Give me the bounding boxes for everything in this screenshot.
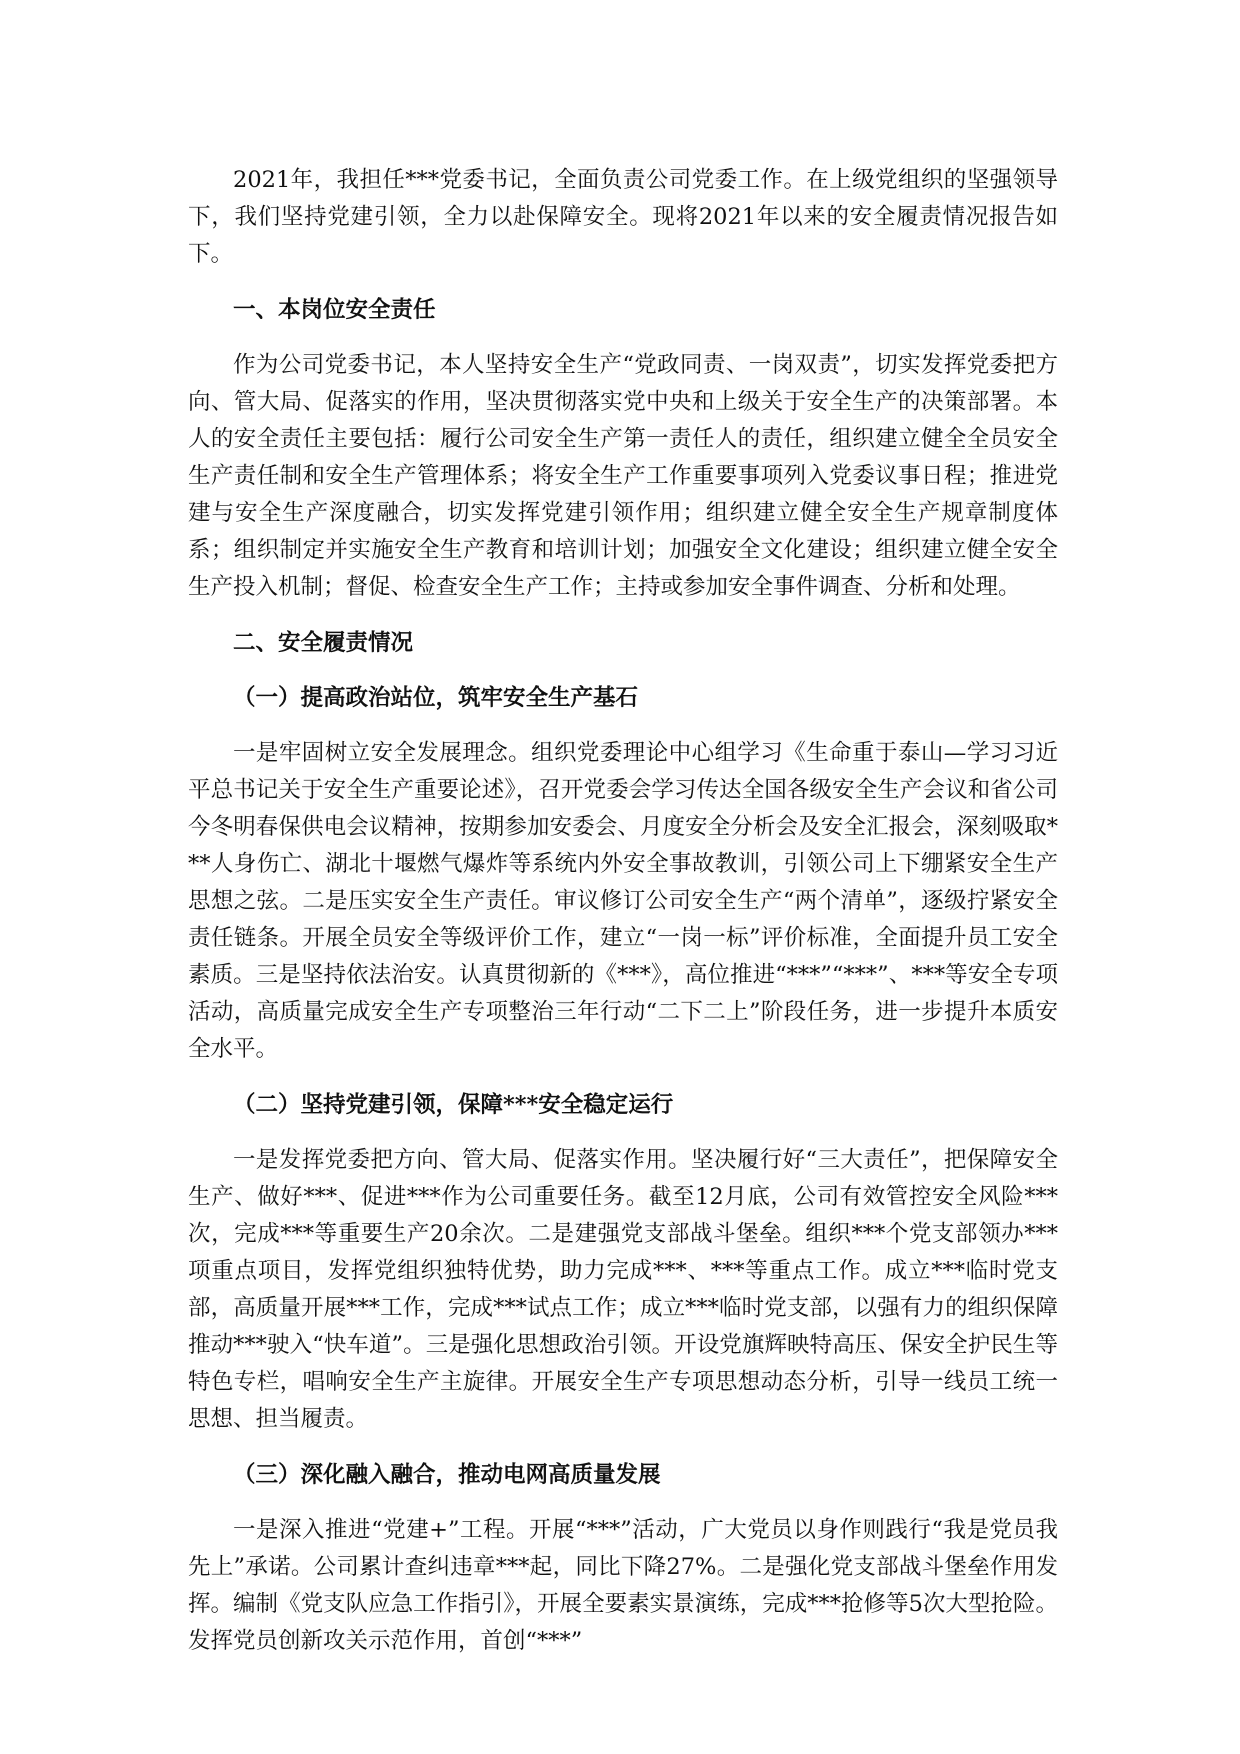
section-heading-2: 二、安全履责情况 <box>233 630 414 656</box>
subsection-heading-3: （三）深化融入融合，推动电网高质量发展 <box>233 1462 661 1488</box>
section-heading-1: 一、本岗位安全责任 <box>233 297 436 323</box>
subsection-heading-1: （一）提高政治站位，筑牢安全生产基石 <box>233 685 639 711</box>
subsection-heading-2: （二）坚持党建引领，保障***安全稳定运行 <box>233 1092 674 1118</box>
subsection-3-paragraph: 一是深入推进“党建+”工程。开展“***”活动，广大党员以身作则践行“我是党员我先上”承诺。公司累计查纠违章***起，同比下降27%。二是强化党支部战斗堡垒作用发挥。编制《党支队应急工作指引》，开展全要素实景演练，完成***抢修等5次大型抢险。发挥党员创新攻关示范作用，首创“***” <box>188 1517 1058 1654</box>
subsection-1-paragraph: 一是牢固树立安全发展理念。组织党委理论中心组学习《生命重于泰山—学习习近平总书记关于安全生产重要论述》，召开党委会学习传达全国各级安全生产会议和省公司今冬明春保供电会议精神，按期参加安委会、月度安全分析会及安全汇报会，深刻吸取***人身伤亡、湖北十堰燃气爆炸等系统内外安全事故教训，引领公司上下绷紧安全生产思想之弦。二是压实安全生产责任。审议修订公司安全生产“两个清单”，逐级拧紧安全责任链条。开展全员安全等级评价工作，建立“一岗一标”评价标准，全面提升员工安全素质。三是坚持依法治安。认真贯彻新的《***》，高位推进“***”“***”、***等安全专项活动，高质量完成安全生产专项整治三年行动“二下二上”阶段任务，进一步提升本质安全水平。 <box>188 740 1058 1062</box>
intro-paragraph: 2021年，我担任***党委书记，全面负责公司党委工作。在上级党组织的坚强领导下，我们坚持党建引领，全力以赴保障安全。现将2021年以来的安全履责情况报告如下。 <box>188 167 1058 267</box>
subsection-2-paragraph: 一是发挥党委把方向、管大局、促落实作用。坚决履行好“三大责任”，把保障安全生产、做好***、促进***作为公司重要任务。截至12月底，公司有效管控安全风险***次，完成***等重要生产20余次。二是建强党支部战斗堡垒。组织***个党支部领办***项重点项目，发挥党组织独特优势，助力完成***、***等重点工作。成立***临时党支部，高质量开展***工作，完成***试点工作；成立***临时党支部，以强有力的组织保障推动***驶入“快车道”。三是强化思想政治引领。开设党旗辉映特高压、保安全护民生等特色专栏，唱响安全生产主旋律。开展安全生产专项思想动态分析，引导一线员工统一思想、担当履责。 <box>188 1147 1058 1432</box>
section-1-paragraph: 作为公司党委书记，本人坚持安全生产“党政同责、一岗双责”，切实发挥党委把方向、管大局、促落实的作用，坚决贯彻落实党中央和上级关于安全生产的决策部署。本人的安全责任主要包括：履行公司安全生产第一责任人的责任，组织建立健全全员安全生产责任制和安全生产管理体系；将安全生产工作重要事项列入党委议事日程；推进党建与安全生产深度融合，切实发挥党建引领作用；组织建立健全安全生产规章制度体系；组织制定并实施安全生产教育和培训计划；加强安全文化建设；组织建立健全安全生产投入机制；督促、检查安全生产工作；主持或参加安全事件调查、分析和处理。 <box>188 352 1058 600</box>
